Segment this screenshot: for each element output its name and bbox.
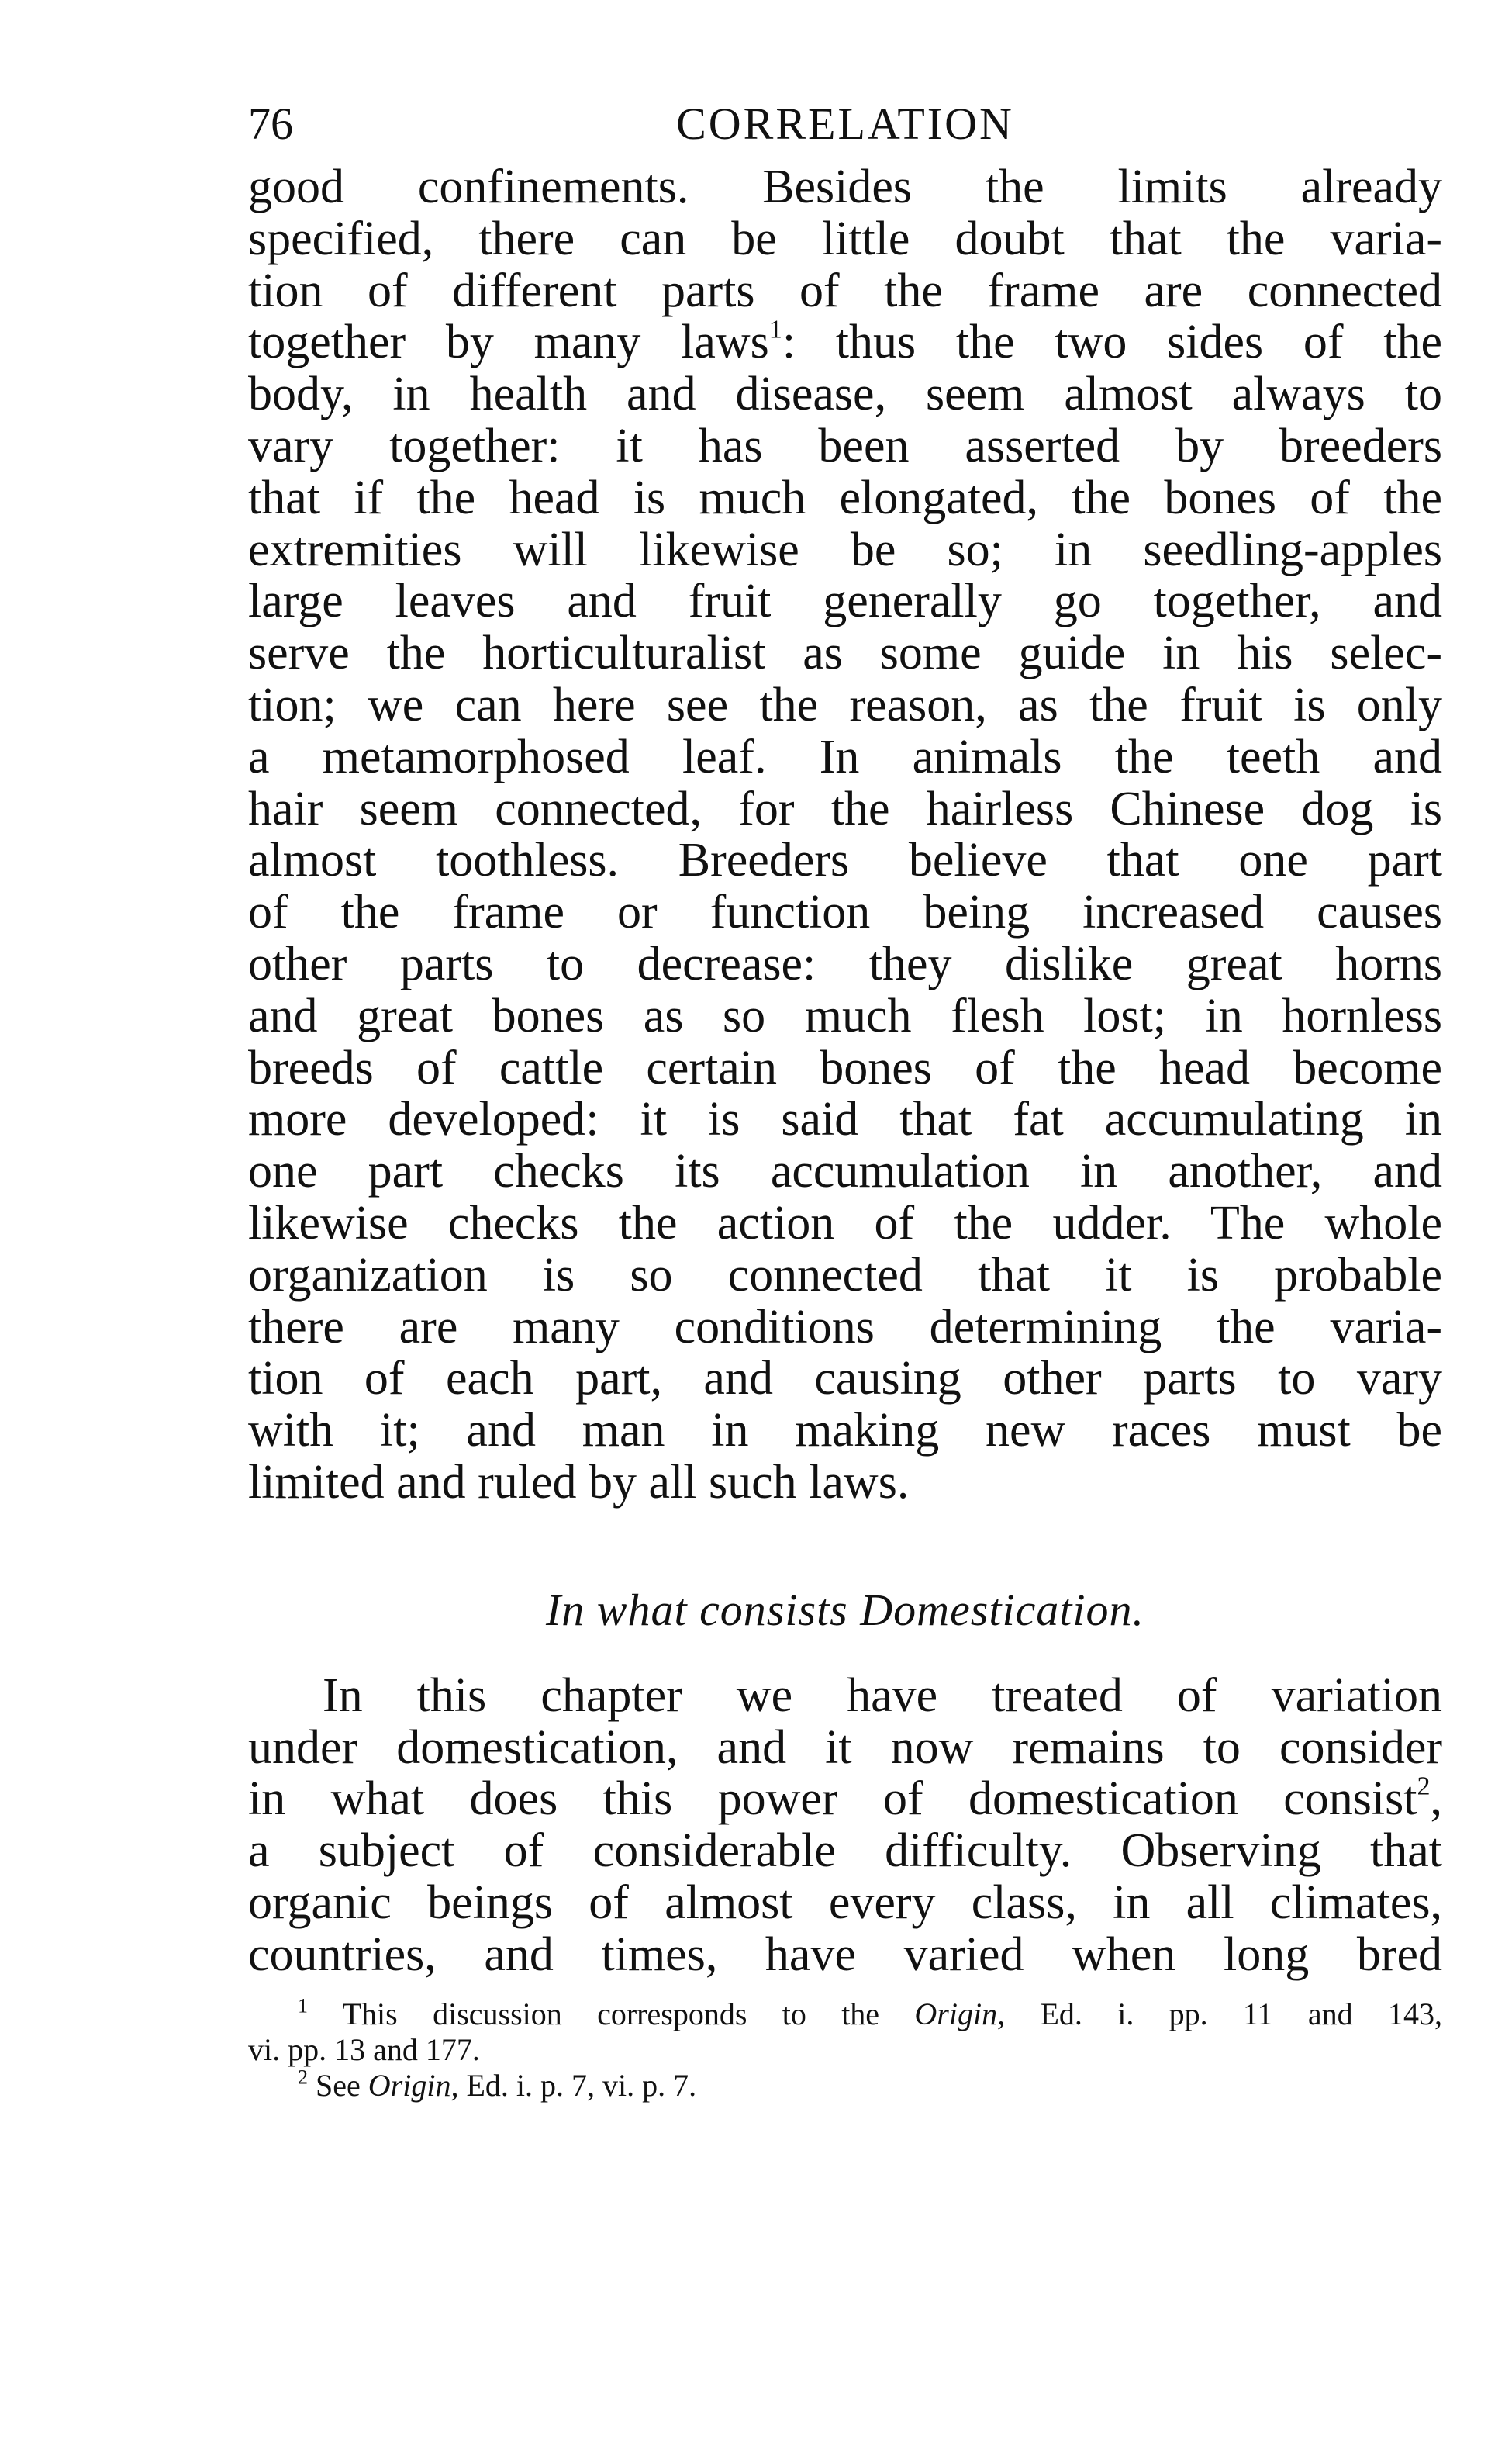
text-line: and great bones as so much flesh lost; in hornless (248, 989, 1442, 1042)
text-line: more developed: it is said that fat accumulating in (248, 1093, 1442, 1146)
text-line: countries, and times, have varied when long bred (248, 1927, 1442, 1981)
text-line: breeds of cattle certain bones of the head become (248, 1041, 1442, 1094)
text-line: large leaves and fruit generally go together, and (248, 575, 1442, 628)
footnote-marker-2: 2 (298, 2065, 308, 2088)
text-line: vary together: it has been asserted by breeders (248, 419, 1442, 472)
text-line: likewise checks the action of the udder. The whole (248, 1196, 1442, 1250)
running-title: CORRELATION (676, 99, 1014, 149)
footnote-ref-2: 2 (1417, 1772, 1431, 1801)
text-line: other parts to decrease: they dislike great horns (248, 937, 1442, 990)
text-fragment: , (1430, 1772, 1442, 1826)
footnote-text: See (316, 2067, 368, 2103)
text-line: there are many conditions determining the varia- (248, 1300, 1442, 1353)
text-line: tion; we can here see the reason, as the fruit is only (248, 678, 1442, 731)
text-line: good confinements. Besides the limits already (248, 161, 1442, 213)
text-line: a subject of considerable difficulty. Observing that (248, 1824, 1442, 1878)
text-line: specified, there can be little doubt that the varia- (248, 212, 1442, 265)
footnote-text: Ed. i. pp. 11 and 143, (1005, 1996, 1442, 2031)
footnote-marker-1: 1 (298, 1993, 308, 2017)
paragraph-domestication (248, 1670, 1442, 1981)
text-line: tion of different parts of the frame are connected (248, 264, 1442, 317)
footnote-origin-title: Origin, (914, 1996, 1006, 2031)
text-line: under domestication, and it now remains to consider (248, 1720, 1442, 1774)
text-fragment: in what does this power of domestication consist (248, 1772, 1417, 1826)
footnote-ref-1: 1 (768, 315, 782, 344)
text-line: organization is so connected that it is probable (248, 1248, 1442, 1302)
footnote-origin-title: Origin, (368, 2067, 459, 2103)
text-line: with it; and man in making new races must be (248, 1404, 1442, 1457)
footnote-2 (248, 2065, 1442, 2104)
footnote-text: Ed. i. p. 7, vi. p. 7. (458, 2067, 697, 2103)
footnote-1-continued: vi. pp. 13 and 177. (248, 2031, 480, 2067)
footnotes (248, 1993, 1442, 2104)
running-head (248, 93, 1442, 155)
text-line: hair seem connected, for the hairless Chinese dog is (248, 782, 1442, 835)
text-line: of the frame or function being increased causes (248, 886, 1442, 939)
text-line: that if the head is much elongated, the bones of the (248, 471, 1442, 524)
paragraph-correlation (248, 161, 1442, 1509)
page-number: 76 (248, 99, 293, 149)
text-line: tion of each part, and causing other parts to vary (248, 1352, 1442, 1405)
text-line: a metamorphosed leaf. In animals the teeth and (248, 730, 1442, 783)
text-line: extremities will likewise be so; in seedling-apples (248, 523, 1442, 576)
text-line: organic beings of almost every class, in all climates, (248, 1875, 1442, 1929)
text-line: one part checks its accumulation in another, and (248, 1145, 1442, 1198)
section-heading: In what consists Domestication. (545, 1584, 1145, 1635)
text-line (248, 316, 1442, 368)
text-line: serve the horticulturalist as some guide in his selec- (248, 627, 1442, 680)
text-line (248, 1773, 1442, 1825)
text-line: body, in health and disease, seem almost always to (248, 368, 1442, 421)
text-fragment: together by many laws (248, 316, 769, 369)
book-page (248, 93, 1442, 2104)
footnote-text: This discussion corresponds to the (342, 1996, 915, 2031)
text-line: almost toothless. Breeders believe that one part (248, 834, 1442, 887)
footnote-1 (248, 1993, 1442, 2032)
text-line: limited and ruled by all such laws. (248, 1455, 910, 1509)
text-line: In this chapter we have treated of variation (323, 1668, 1442, 1722)
text-fragment: : thus the two sides of the (782, 316, 1442, 369)
